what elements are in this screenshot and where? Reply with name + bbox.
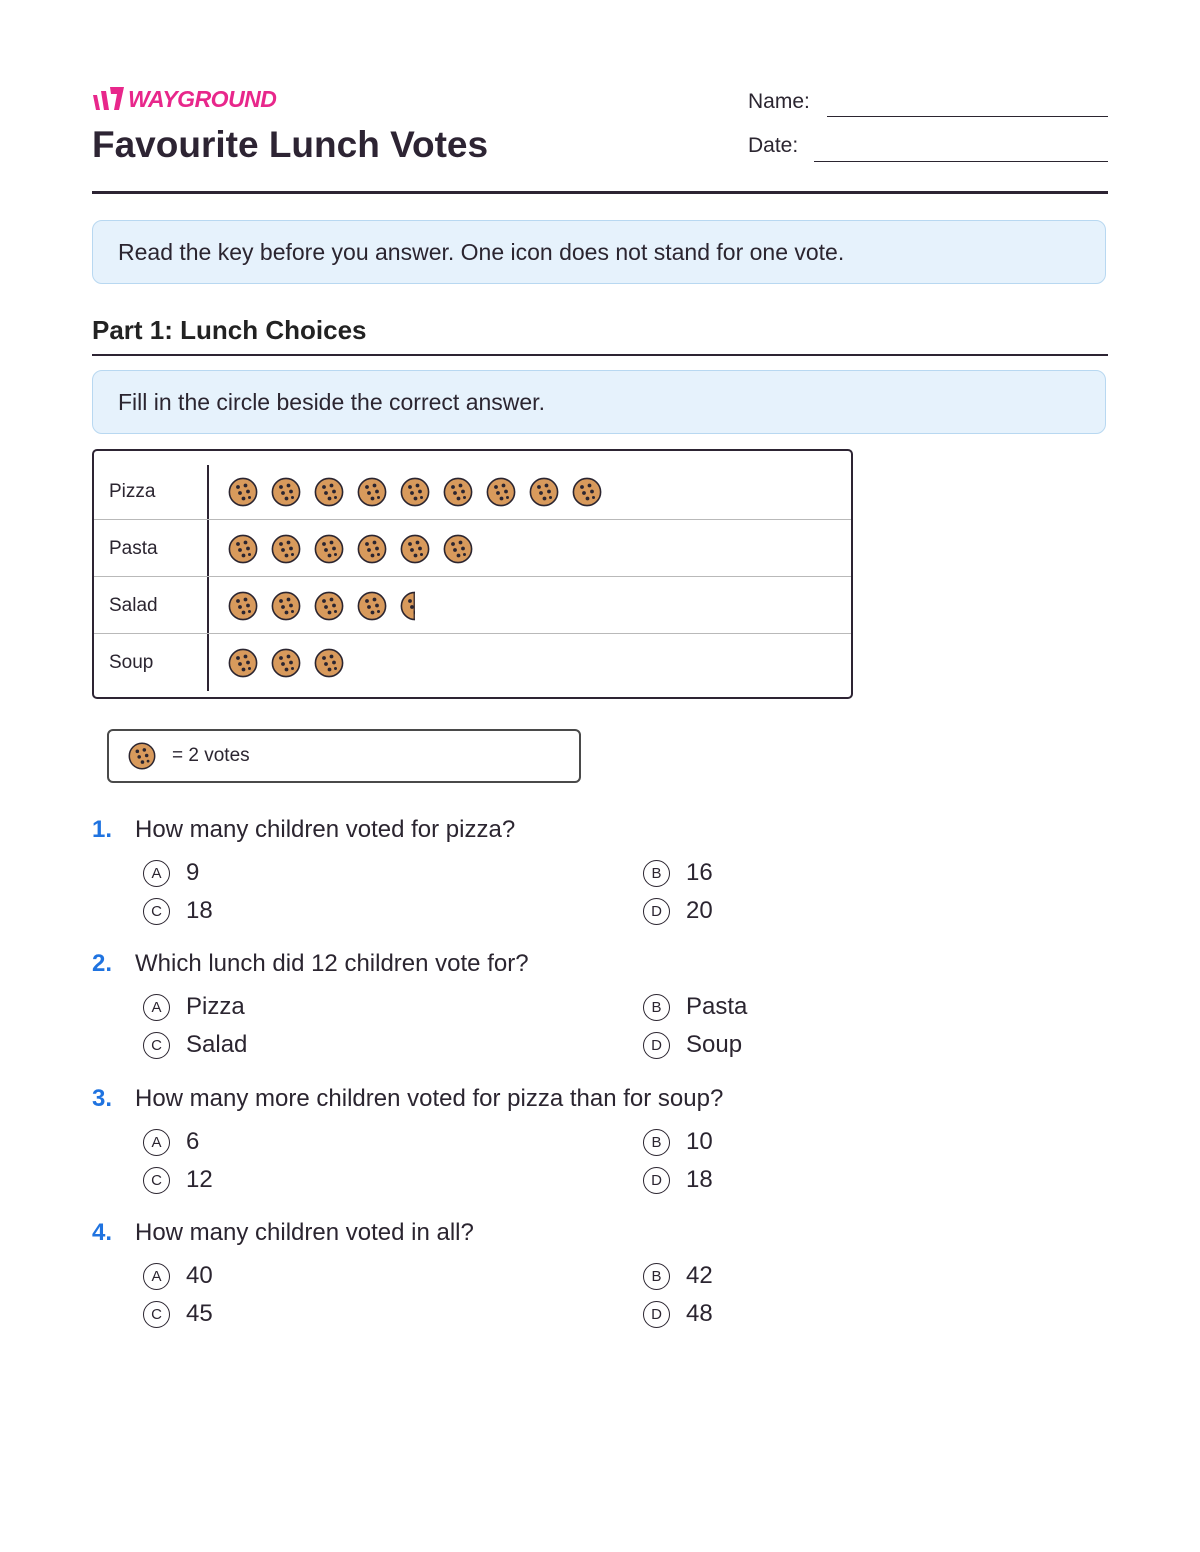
row-icons — [228, 635, 357, 691]
cookie-icon — [443, 477, 473, 507]
answer-option-b[interactable] — [643, 1127, 713, 1157]
cookie-icon — [486, 477, 516, 507]
answer-option-d[interactable] — [643, 1030, 742, 1060]
answer-bubble[interactable]: B — [643, 860, 670, 887]
cookie-icon — [357, 477, 387, 507]
answer-text: 45 — [186, 1300, 213, 1327]
row-label: Pizza — [109, 481, 156, 502]
answer-text: 12 — [186, 1166, 213, 1193]
answer-option-c[interactable] — [143, 1030, 247, 1060]
answer-bubble[interactable]: A — [143, 1129, 170, 1156]
answer-text: 6 — [186, 1128, 200, 1155]
pictograph — [92, 449, 853, 699]
cookie-icon — [314, 477, 344, 507]
cookie-icon — [228, 534, 258, 564]
answer-option-a[interactable] — [143, 1261, 213, 1291]
cookie-icon — [228, 648, 258, 678]
pictograph-row — [94, 464, 851, 520]
answer-option-c[interactable] — [143, 1165, 213, 1195]
answer-text: 18 — [686, 1166, 713, 1193]
cookie-icon — [271, 477, 301, 507]
row-divider — [94, 519, 851, 520]
pictograph-row — [94, 521, 851, 577]
cookie-icon — [228, 591, 258, 621]
answer-bubble[interactable]: D — [643, 1167, 670, 1194]
instruction-text: Fill in the circle beside the correct answer. — [118, 388, 545, 415]
question — [92, 816, 1108, 946]
answer-option-a[interactable] — [143, 1127, 199, 1157]
question-text: How many more children voted for pizza than for soup? — [135, 1085, 724, 1112]
answer-bubble[interactable]: B — [643, 1129, 670, 1156]
question-number: 2. — [92, 950, 113, 977]
question — [92, 1085, 1108, 1215]
row-divider — [94, 633, 851, 634]
answer-text: Pasta — [686, 993, 748, 1020]
cookie-icon — [357, 534, 387, 564]
cookie-icon — [529, 477, 559, 507]
brand-logo — [92, 86, 276, 112]
cookie-icon — [400, 477, 430, 507]
cookie-icon — [314, 534, 344, 564]
cookie-icon — [128, 742, 156, 770]
answer-bubble[interactable]: B — [643, 1263, 670, 1290]
answer-text: Soup — [686, 1031, 743, 1058]
row-label: Soup — [109, 652, 154, 673]
answer-bubble[interactable]: D — [643, 1301, 670, 1328]
answer-bubble[interactable]: A — [143, 860, 170, 887]
cookie-icon — [314, 591, 344, 621]
row-label: Pasta — [109, 538, 158, 559]
name-label: Name: — [748, 90, 810, 113]
answer-option-a[interactable] — [143, 992, 245, 1022]
answer-bubble[interactable]: C — [143, 1032, 170, 1059]
answer-text: 9 — [186, 859, 200, 886]
half-cookie-icon — [400, 591, 415, 621]
answer-bubble[interactable]: C — [143, 1167, 170, 1194]
date-label: Date: — [748, 134, 799, 157]
answer-option-d[interactable] — [643, 896, 713, 926]
wayground-logo-icon — [92, 86, 126, 112]
answer-bubble[interactable]: C — [143, 898, 170, 925]
question-number: 3. — [92, 1085, 113, 1112]
answer-option-a[interactable] — [143, 858, 199, 888]
cookie-icon — [443, 534, 473, 564]
row-icons — [228, 521, 486, 577]
question-number: 1. — [92, 816, 113, 843]
part-title: Part 1: Lunch Choices — [92, 315, 367, 345]
answer-text: 42 — [686, 1262, 713, 1289]
row-icons — [228, 578, 428, 634]
answer-text: 48 — [686, 1300, 713, 1327]
answer-text: 10 — [686, 1128, 713, 1155]
answer-bubble[interactable]: C — [143, 1301, 170, 1328]
answer-bubble[interactable]: B — [643, 994, 670, 1021]
answer-text: 18 — [186, 897, 213, 924]
key-label: = 2 votes — [172, 745, 250, 766]
answer-option-d[interactable] — [643, 1299, 713, 1329]
answer-text: 16 — [686, 859, 713, 886]
answer-option-c[interactable] — [143, 1299, 213, 1329]
cookie-icon — [271, 591, 301, 621]
answer-option-b[interactable] — [643, 858, 713, 888]
answer-option-c[interactable] — [143, 896, 213, 926]
answer-option-d[interactable] — [643, 1165, 713, 1195]
answer-text: 20 — [686, 897, 713, 924]
answer-bubble[interactable]: D — [643, 1032, 670, 1059]
answer-bubble[interactable]: A — [143, 994, 170, 1021]
cookie-icon — [572, 477, 602, 507]
answer-bubble[interactable]: D — [643, 898, 670, 925]
pictograph-row — [94, 635, 851, 691]
cookie-icon — [271, 534, 301, 564]
question — [92, 950, 1108, 1080]
question-text: How many children voted in all? — [135, 1219, 474, 1246]
row-icons — [228, 464, 615, 520]
cookie-icon — [400, 534, 430, 564]
key-notice-text: Read the key before you answer. One icon does not stand for one vote. — [118, 238, 845, 265]
answer-text: Pizza — [186, 993, 245, 1020]
cookie-icon — [314, 648, 344, 678]
instruction-box — [92, 370, 1106, 434]
answer-text: Salad — [186, 1031, 248, 1058]
answer-option-b[interactable] — [643, 992, 747, 1022]
cookie-icon — [357, 591, 387, 621]
answer-option-b[interactable] — [643, 1261, 713, 1291]
page-title: Favourite Lunch Votes — [92, 124, 489, 165]
question-text: Which lunch did 12 children vote for? — [135, 950, 529, 977]
question — [92, 1219, 1108, 1349]
date-field[interactable] — [814, 161, 1108, 162]
brand-name: WAYGROUND — [128, 85, 277, 112]
question-number: 4. — [92, 1219, 113, 1246]
header-divider — [92, 191, 1108, 194]
part-divider — [92, 354, 1108, 356]
row-divider — [94, 576, 851, 577]
answer-text: 40 — [186, 1262, 213, 1289]
cookie-icon — [228, 477, 258, 507]
row-label: Salad — [109, 595, 158, 616]
question-text: How many children voted for pizza? — [135, 816, 516, 843]
name-field[interactable] — [827, 116, 1108, 117]
answer-bubble[interactable]: A — [143, 1263, 170, 1290]
key-notice — [92, 220, 1106, 284]
cookie-icon — [271, 648, 301, 678]
pictograph-row — [94, 578, 851, 634]
pictograph-key — [107, 729, 581, 783]
